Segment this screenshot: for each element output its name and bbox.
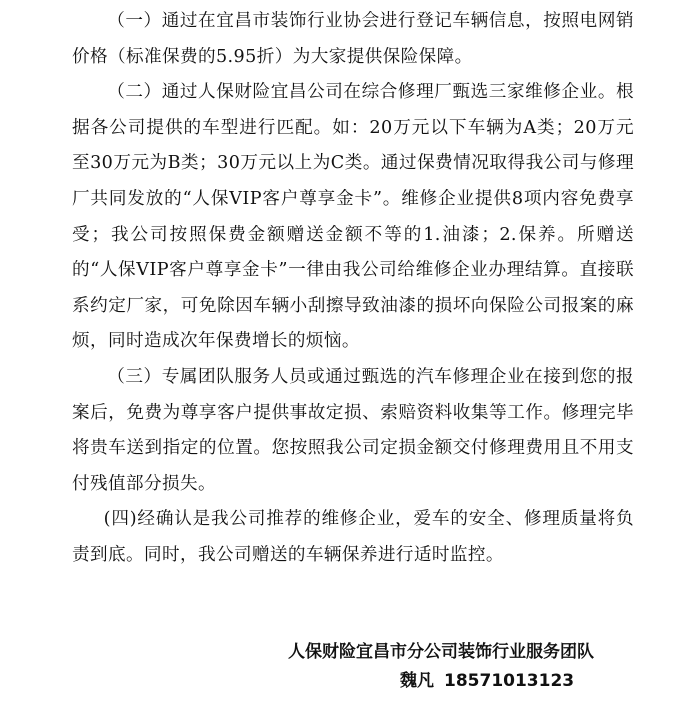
signature-block [0, 637, 700, 707]
document-body [72, 4, 634, 574]
paragraph-4: (四)经确认是我公司推荐的维修企业，爱车的安全、修理质量将负责到底。同时，我公司赠送的车辆保养进行适时监控。 [72, 509, 634, 565]
contact-phone: 18571013123 [444, 671, 575, 691]
paragraph-2: （二）通过人保财险宜昌公司在综合修理厂甄选三家维修企业。根据各公司提供的车型进行匹配。如：20万元以下车辆为A类；20万元至30万元为B类；30万元以上为C类。通过保费情况取得我公司与修理厂共同发放的“人保VIP客户尊享金卡”。维修企业提供8项内容免费享受；我公司按照保费金额赠送金额不等的1.油漆；2.保养。所赠送的“人保VIP客户尊享金卡”一律由我公司给维修企业办理结算。直接联系约定厂家，可免除因车辆小刮擦导致油漆的损坏向保险公司报案的麻烦，同时造成次年保费增长的烦恼。 [72, 82, 634, 352]
service-team-name: 人保财险宜昌市分公司装饰行业服务团队 [288, 642, 594, 662]
contact-line [400, 666, 574, 691]
paragraph-1: （一）通过在宜昌市装饰行业协会进行登记车辆信息，按照电网销价格（标准保费的5.95折）为大家提供保险保障。 [72, 11, 634, 67]
paragraph-3: （三）专属团队服务人员或通过甄选的汽车修理企业在接到您的报案后，免费为尊享客户提供事故定损、索赔资料收集等工作。修理完毕将贵车送到指定的位置。您按照我公司定损金额交付修理费用且不用支付残值部分损失。 [72, 366, 634, 494]
contact-name: 魏凡 [400, 671, 434, 691]
